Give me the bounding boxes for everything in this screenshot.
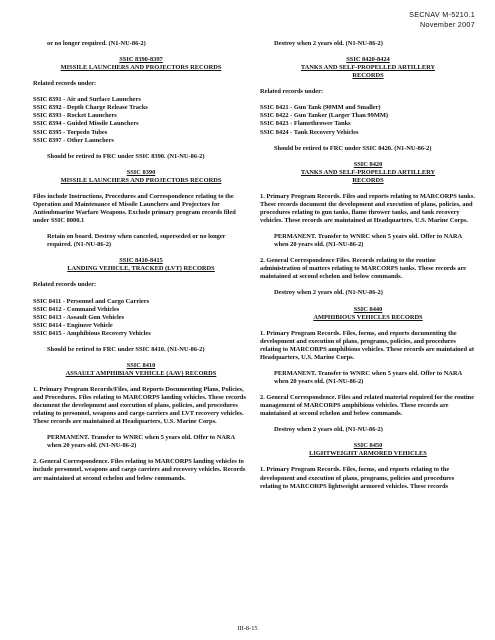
- list-item: SSIC 8421 - Gun Tank (90MM and Smaller): [260, 104, 381, 112]
- list-item: SSIC 8423 - Flamethrower Tanks: [260, 120, 351, 128]
- paragraph: 1. Primary Program Records. Files, forms, and reports documenting the development and execution of plans, programs, policies, and procedures relating to MARCORPS amphibious vehicles. These records are maintained at Headquarters, U.S. Marine Corps.: [260, 329, 474, 361]
- paragraph: Files include Instructions, Procedures and Correspondence relating to the Operation and Maintenance of Missile Launchers and Projectors for Antisubmarine Warfare Weapons. Exclude primary program records filed under SSIC 8000.1: [33, 192, 236, 225]
- section-heading: [260, 161, 476, 185]
- heading-line: SSIC 8450: [353, 442, 383, 450]
- list-item: SSIC 8393 - Rocket Launchers: [33, 112, 117, 120]
- section-heading: [33, 257, 249, 273]
- heading-line: SSIC 8390-8397: [119, 56, 163, 64]
- retention-instruction: PERMANENT. Transfer to WNRC when 5 years old. Offer to NARA when 20 years old. (N1-NU-86-2): [274, 233, 462, 249]
- paragraph: Related records under:: [33, 281, 97, 289]
- heading-line: MISSILE LAUNCHERS AND PROJECTORS RECORDS: [60, 64, 222, 72]
- list-item: SSIC 8397 - Other Launchers: [33, 136, 114, 144]
- paragraph: 1. Primary Program Records. Files and reports relating to MARCORPS tanks. These records document the development and execution of plans, policies, and procedures relating to gun tanks, flame thrower tanks, and tank recovery vehicles. These records are maintained at Headquarters, U.S. Marine Corps.: [260, 192, 475, 225]
- page-header: [409, 10, 475, 30]
- list-item: SSIC 8415 - Amphibious Recovery Vehicles: [33, 329, 151, 337]
- paragraph: 2. General Correspondence. Files and related material required for the routine management of MARCORPS amphibious vehicles. These records are maintained at second echelon and below commands.: [260, 394, 475, 418]
- related-records-list: [33, 298, 249, 338]
- paragraph: Related records under:: [33, 80, 97, 88]
- list-item: SSIC 8413 - Assault Gun Vehicles: [33, 313, 125, 321]
- document-date: November 2007: [419, 20, 475, 29]
- section-heading: [260, 306, 476, 322]
- document-number: SECNAV M-5210.1: [409, 10, 475, 19]
- page-number: III-8-15: [237, 625, 258, 632]
- heading-line: SSIC 8440: [353, 305, 383, 313]
- section-heading: [33, 362, 249, 378]
- related-records-list: [33, 96, 249, 144]
- list-item: SSIC 8394 - Guided Missile Launchers: [33, 120, 139, 128]
- list-item: SSIC 8392 - Depth Charge Release Tracks: [33, 104, 148, 112]
- retention-instruction: Retain on board. Destroy when canceled, superseded or no longer required. (N1-NU-86-2): [47, 233, 226, 249]
- list-item: SSIC 8414 - Engineer Vehicle: [33, 321, 113, 329]
- left-column: [33, 40, 249, 491]
- heading-line: RECORDS: [352, 72, 384, 80]
- section-heading: [33, 56, 249, 72]
- heading-line: TANKS AND SELF-PROPELLED ARTILLERY: [300, 64, 436, 72]
- paragraph: 1. Primary Program Records/Files, and Reports Documenting Plans, Policies, and Procedures. Files relating to MARCORPS landing vehicles. These records document the development and execution of plans, policies, and procedures relating to personnel, weapons and cargo carriers and LVT recovery vehicles. These records are maintained at Headquarters, U.S. Marine Corps.: [33, 386, 246, 426]
- heading-line: AMPHIBIOUS VEHICLES RECORDS: [313, 313, 423, 321]
- right-column: [260, 40, 476, 499]
- heading-line: SSIC 8390: [126, 168, 156, 176]
- list-item: SSIC 8422 - Gun Tanker (Larger Than 99MM): [260, 112, 389, 120]
- paragraph: 2. General Correspondence Files. Records relating to the routine administration of matters relating to MARCORPS tanks. These records are maintained at second echelon and below commands.: [260, 257, 467, 281]
- heading-line: SSIC 8420-8424: [346, 56, 390, 64]
- heading-line: SSIC 8410: [126, 361, 156, 369]
- retention-instruction: Should be retired to FRC under SSIC 8420. (N1-NU-86-2): [274, 144, 432, 152]
- retention-instruction: Destroy when 2 years old. (N1-NU-86-2): [274, 426, 383, 434]
- retention-instruction: or no longer required. (N1-NU-86-2): [47, 40, 146, 47]
- heading-line: LIGHTWEIGHT ARMORED VEHICLES: [309, 450, 427, 458]
- heading-line: MISSILE LAUNCHERS AND PROJECTORS RECORDS: [60, 176, 222, 184]
- list-item: SSIC 8411 - Personnel and Cargo Carriers: [33, 297, 150, 305]
- list-item: SSIC 8412 - Command Vehicles: [33, 305, 120, 313]
- heading-line: ASSAULT AMPHIBIAN VEHICLE (AAV) RECORDS: [65, 369, 217, 377]
- heading-line: RECORDS: [352, 176, 384, 184]
- list-item: SSIC 8395 - Torpedo Tubes: [33, 128, 108, 136]
- heading-line: SSIC 8410-8415: [119, 257, 163, 265]
- paragraph: Related records under:: [260, 88, 324, 96]
- section-heading: [260, 442, 476, 458]
- related-records-list: [260, 104, 476, 136]
- retention-instruction: Destroy when 2 years old. (N1-NU-86-2): [274, 40, 383, 47]
- paragraph: 2. General Correspondence. Files relating to MARCORPS landing vehicles to include personnel, weapons and cargo carriers and recovery vehicles. Records are maintained at second echelon and below commands.: [33, 458, 246, 482]
- list-item: SSIC 8424 - Tank Recovery Vehicles: [260, 128, 359, 136]
- retention-instruction: PERMANENT. Transfer to WNRC when 5 years old. Offer to NARA when 20 years old. (N1-NU-86-2): [274, 369, 462, 385]
- heading-line: SSIC 8420: [353, 160, 383, 168]
- paragraph: 1. Primary Program Records. Files, forms, and reports relating to the development and execution of plans, programs, policies and procedures relating to MARCORPS lightweight armored vehicles. These records: [260, 466, 455, 490]
- heading-line: LANDING VEHICLE, TRACKED (LVT) RECORDS: [67, 265, 215, 273]
- retention-instruction: Should be retired to FRC under SSIC 8390. (N1-NU-86-2): [47, 152, 205, 160]
- list-item: SSIC 8391 - Air and Surface Launchers: [33, 96, 141, 104]
- heading-line: TANKS AND SELF-PROPELLED ARTILLERY: [300, 168, 436, 176]
- retention-instruction: PERMANENT. Transfer to WNRC when 5 years old. Offer to NARA when 20 years old. (N1-NU-86-2): [47, 434, 235, 450]
- retention-instruction: Should be retired to FRC under SSIC 8410. (N1-NU-86-2): [47, 345, 205, 353]
- section-heading: [33, 169, 249, 185]
- retention-instruction: Destroy when 2 years old. (N1-NU-86-2): [274, 289, 383, 297]
- section-heading: [260, 56, 476, 80]
